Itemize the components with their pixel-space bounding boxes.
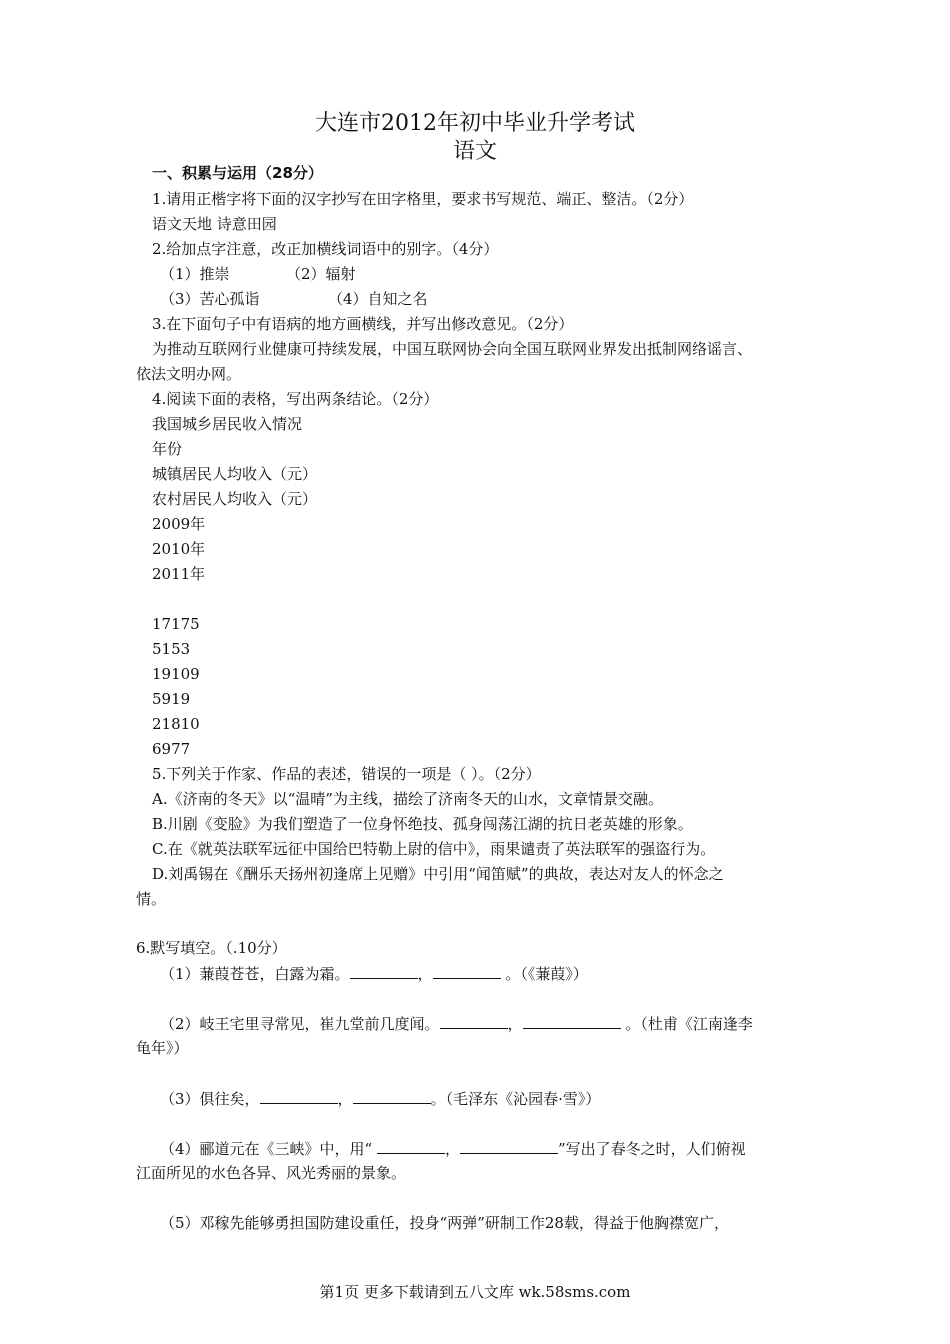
page-subtitle: 语文 (452, 139, 497, 164)
q6-item-1-prefix: （1）蒹葭苍苍，白露为霜。 (160, 965, 350, 983)
question-3: 3.在下面句子中有语病的地方画横线，并写出修改意见。（2分） (152, 315, 574, 333)
q4-table-title: 我国城乡居民收入情况 (152, 415, 303, 433)
fill-blank[interactable] (353, 1087, 431, 1104)
q5-option-c: C.在《就英法联军远征中国给巴特勒上尉的信中》，雨果谴责了英法联军的强盗行为。 (152, 840, 716, 858)
q6-item-5: （5）邓稼先能够勇担国防建设重任，投身“两弹”研制工作28载，得益于他胸襟宽广， (160, 1214, 729, 1232)
fill-blank[interactable] (260, 1087, 338, 1104)
q6-item-4-suffix: ”写出了春冬之时，人们俯视 (558, 1140, 746, 1158)
fill-blank[interactable] (440, 1012, 508, 1029)
q4-value: 5153 (152, 640, 191, 658)
q5-option-d-line-2: 情。 (136, 890, 167, 908)
q6-item-3-suffix: 。（毛泽东《沁园春·雪》） (430, 1090, 601, 1108)
q6-item-1-suffix: 。（《蒹葭》） (505, 965, 588, 983)
q5-option-a: A.《济南的冬天》以“温晴”为主线，描绘了济南冬天的山水，文章情景交融。 (152, 790, 663, 808)
fill-blank[interactable] (377, 1137, 445, 1154)
q6-item-1 (160, 962, 588, 985)
comma: ， (337, 1090, 353, 1108)
fill-blank[interactable] (460, 1137, 558, 1154)
q4-header-urban: 城镇居民人均收入（元） (152, 465, 318, 483)
q6-item-2 (160, 1012, 753, 1035)
page-footer: 第1页 更多下载请到五八文库 wk.58sms.com (319, 1283, 631, 1301)
q6-item-2-suffix: 。（杜甫《江南逢李 (625, 1015, 753, 1033)
q6-item-3-prefix: （3）俱往矣， (160, 1090, 260, 1108)
question-4: 4.阅读下面的表格，写出两条结论。（2分） (152, 390, 439, 408)
comma: ， (445, 1140, 461, 1158)
q6-item-2-line-2: 龟年》） (136, 1039, 189, 1057)
page-title: 大连市2012年初中毕业升学考试 (315, 111, 635, 136)
q4-value: 6977 (152, 740, 191, 758)
comma: ， (507, 1015, 523, 1033)
q4-value: 19109 (152, 665, 200, 683)
q5-option-d-line-1: D.刘禹锡在《酬乐天扬州初逢席上见赠》中引用“闻笛赋”的典故，表达对友人的怀念之 (152, 865, 724, 883)
q6-item-2-prefix: （2）岐王宅里寻常见，崔九堂前几度闻。 (160, 1015, 440, 1033)
q6-item-4-prefix: （4）郦道元在《三峡》中，用“ (160, 1140, 373, 1158)
q4-header-rural: 农村居民人均收入（元） (152, 490, 318, 508)
q6-item-4-line-2: 江面所见的水色各异、风光秀丽的景象。 (136, 1164, 407, 1182)
fill-blank[interactable] (523, 1012, 621, 1029)
q5-option-b: B.川剧《变脸》为我们塑造了一位身怀绝技、孤身闯荡江湖的抗日老英雄的形象。 (152, 815, 693, 833)
q4-value: 17175 (152, 615, 200, 633)
q2-item-1: （1）推崇 (160, 265, 230, 283)
q4-value: 21810 (152, 715, 200, 733)
fill-blank[interactable] (350, 962, 418, 979)
q2-item-2: （2）辐射 (286, 265, 356, 283)
comma: ， (417, 965, 433, 983)
question-6: 6.默写填空。（.10分） (136, 939, 287, 957)
q4-year: 2011年 (152, 565, 206, 583)
q4-header-year: 年份 (152, 440, 183, 458)
q4-value: 5919 (152, 690, 191, 708)
question-1: 1.请用正楷字将下面的汉字抄写在田字格里，要求书写规范、端正、整洁。（2分） (152, 190, 694, 208)
q2-item-3: （3）苦心孤诣 (160, 290, 260, 308)
q3-sentence-line-1: 为推动互联网行业健康可持续发展，中国互联网协会向全国互联网业界发出抵制网络谣言、 (152, 340, 753, 358)
section-heading: 一、积累与运用（28分） (152, 164, 323, 182)
q4-year: 2010年 (152, 540, 206, 558)
question-1-content: 语文天地 诗意田园 (152, 215, 277, 233)
question-2: 2.给加点字注意，改正加横线词语中的别字。（4分） (152, 240, 499, 258)
fill-blank[interactable] (433, 962, 501, 979)
q2-item-4: （4）自知之名 (328, 290, 428, 308)
question-5: 5.下列关于作家、作品的表述，错误的一项是（ ）。（2分） (152, 765, 541, 783)
q4-year: 2009年 (152, 515, 206, 533)
q6-item-4 (160, 1137, 746, 1160)
q6-item-3 (160, 1087, 600, 1110)
q3-sentence-line-2: 依法文明办网。 (136, 365, 242, 383)
